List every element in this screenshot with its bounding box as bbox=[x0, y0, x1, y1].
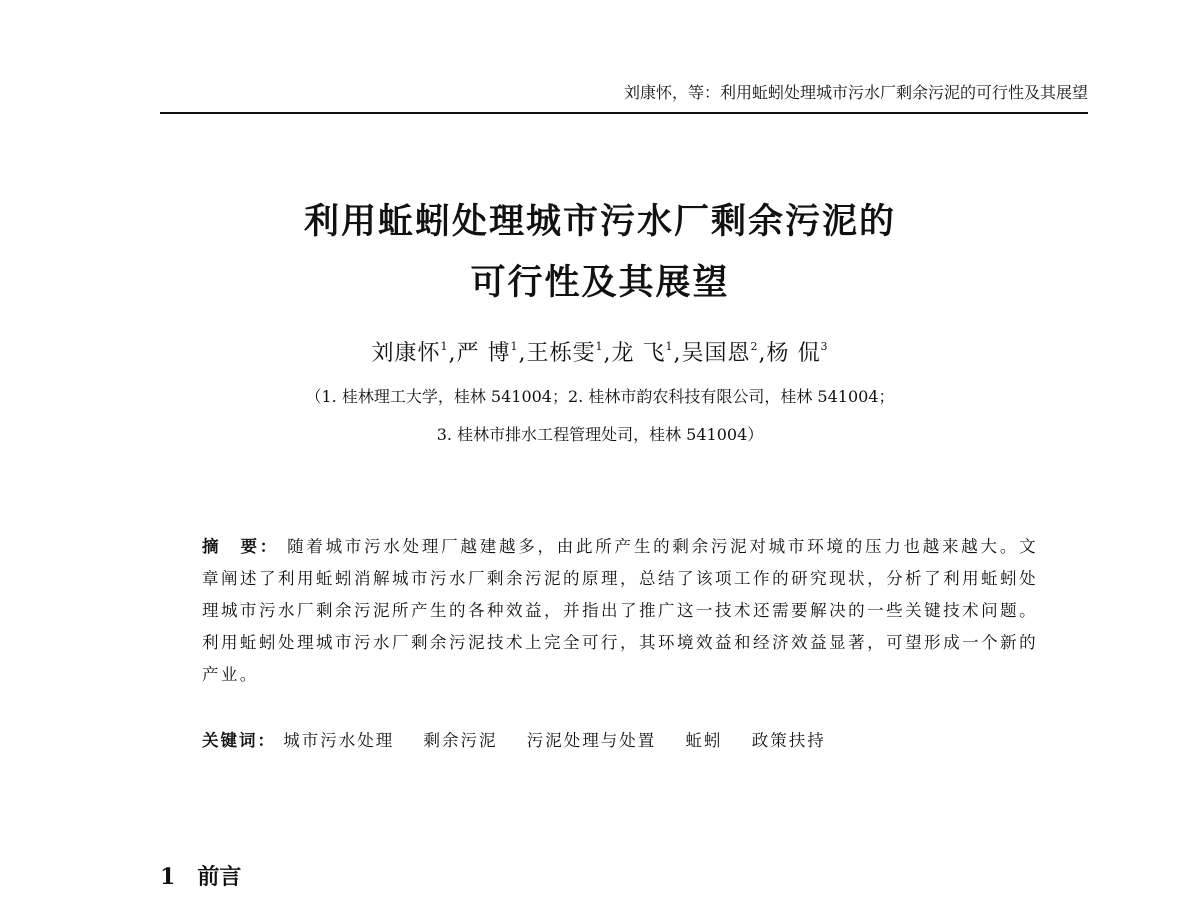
keyword: 政策扶持 bbox=[751, 731, 826, 750]
abstract-text: 随着城市污水处理厂越建越多，由此所产生的剩余污泥对城市环境的压力也越来越大。文章阐述了利用蚯蚓消解城市污水厂剩余污泥的原理，总结了该项工作的研究现状，分析了利用蚯蚓处理城市污水厂剩余污泥所产生的各种效益，并指出了推广这一技术还需要解决的一些关键技术问题。利用蚯蚓处理城市污水厂剩余污泥技术上完全可行，其环境效益和经济效益显著，可望形成一个新的产业。 bbox=[202, 537, 1038, 684]
section-title: 前言 bbox=[197, 865, 242, 890]
author-affiliation-mark: 1 bbox=[510, 340, 519, 353]
keywords bbox=[202, 727, 1082, 751]
paper-title-line-2: 可行性及其展望 bbox=[470, 263, 730, 303]
affiliation-line-1: （1. 桂林理工大学，桂林 541004；2. 桂林市韵农科技有限公司，桂林 541004； bbox=[305, 387, 895, 406]
abstract-label: 摘 要： bbox=[202, 537, 280, 556]
keyword: 蚯蚓 bbox=[685, 731, 723, 750]
running-head: 刘康怀，等：利用蚯蚓处理城市污水厂剩余污泥的可行性及其展望 bbox=[623, 83, 1088, 102]
keywords-label: 关键词： bbox=[202, 731, 276, 750]
author-affiliation-mark: 2 bbox=[750, 340, 759, 353]
author-list bbox=[0, 336, 1200, 367]
author: 严 博$^1$, bbox=[456, 340, 527, 366]
section-number: 1 bbox=[160, 864, 176, 890]
affiliation-line-2: 3. 桂林市排水工程管理处司，桂林 541004） bbox=[436, 425, 764, 444]
author-affiliation-mark: 1 bbox=[665, 340, 674, 353]
abstract bbox=[202, 531, 1038, 691]
author: 刘康怀$^1$, bbox=[371, 340, 457, 366]
section-heading bbox=[160, 860, 241, 891]
author-affiliation-mark: 1 bbox=[595, 340, 604, 353]
author: 王栎雯$^1$, bbox=[526, 340, 612, 366]
header-rule bbox=[160, 112, 1088, 114]
keyword: 污泥处理与处置 bbox=[526, 731, 657, 750]
author: 吴国恩$^2$, bbox=[681, 340, 767, 366]
author-affiliation-mark: 1 bbox=[440, 340, 449, 353]
keyword: 城市污水处理 bbox=[283, 731, 395, 750]
author: 龙 飞$^1$, bbox=[611, 340, 682, 366]
paper-title-line-1: 利用蚯蚓处理城市污水厂剩余污泥的 bbox=[303, 202, 896, 242]
author: 杨 侃$^3$ bbox=[766, 340, 829, 366]
keyword: 剩余污泥 bbox=[423, 731, 498, 750]
author-affiliation-mark: 3 bbox=[820, 340, 829, 353]
